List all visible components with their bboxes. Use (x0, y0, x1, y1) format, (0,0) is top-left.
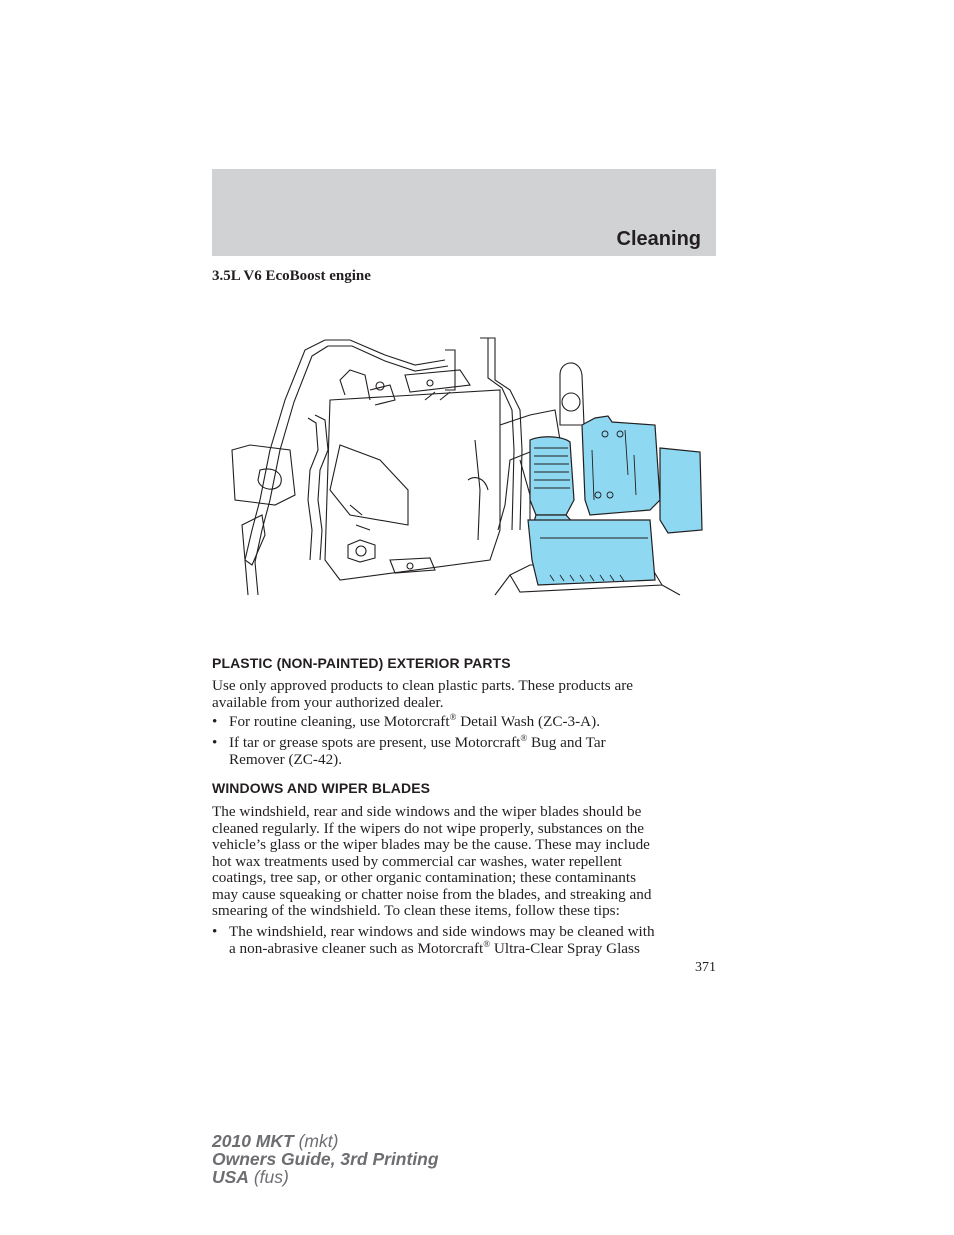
bullet-marker: • (212, 923, 218, 940)
page-number: 371 (695, 960, 716, 975)
engine-diagram (230, 330, 705, 600)
footer (212, 1132, 439, 1186)
list-item (212, 714, 716, 731)
bullet-text: Bug and Tar (527, 734, 606, 751)
bullet-text: The windshield, rear windows and side windows may be cleaned with (229, 923, 655, 940)
footer-guide: Owners Guide, 3rd Printing (212, 1149, 439, 1169)
text-line: may cause squeaking or chatter noise from the blades, and streaking and (212, 885, 652, 903)
registered-mark: ® (483, 938, 491, 949)
text-line: The windshield, rear and side windows and the wiper blades should be (212, 803, 642, 820)
list-item (212, 924, 716, 957)
text-line: available from your authorized dealer. (212, 693, 444, 711)
footer-market-code: (fus) (248, 1167, 289, 1187)
bullet-marker: • (212, 713, 218, 730)
footer-model-code: (mkt) (293, 1131, 339, 1151)
bullet-text: a non-abrasive cleaner such as Motorcraft (229, 939, 484, 957)
text-line: coatings, tree sap, or other organic contamination; these contaminants (212, 869, 636, 886)
windows-wipers-heading: WINDOWS AND WIPER BLADES (212, 780, 431, 796)
plastic-parts-heading: PLASTIC (NON-PAINTED) EXTERIOR PARTS (212, 655, 511, 671)
bullet-text: Ultra-Clear Spray Glass (490, 939, 640, 957)
text-line: smearing of the windshield. To clean these items, follow these tips: (212, 902, 620, 919)
bullet-text: If tar or grease spots are present, use Motorcraft (229, 734, 521, 751)
section-title: Cleaning (616, 228, 701, 250)
bullet-text: For routine cleaning, use Motorcraft (229, 713, 450, 730)
figure-caption: 3.5L V6 EcoBoost engine (212, 268, 371, 284)
bullet-text: Remover (ZC-42). (229, 750, 343, 768)
text-line: cleaned regularly. If the wipers do not wipe properly, substances on the (212, 819, 644, 837)
footer-model: 2010 MKT (212, 1131, 294, 1151)
header-band (212, 169, 716, 256)
plastic-parts-intro (212, 678, 716, 711)
windows-wipers-intro (212, 804, 716, 920)
registered-mark: ® (520, 733, 528, 743)
text-line: vehicle’s glass or the wiper blades may be the cause. These may include (212, 836, 650, 853)
text-line: Use only approved products to clean plastic parts. These products are (212, 677, 634, 694)
list-item (212, 735, 716, 768)
footer-market: USA (212, 1167, 249, 1187)
bullet-marker: • (212, 734, 218, 751)
text-line: hot wax treatments used by commercial car washes, water repellent (212, 852, 622, 870)
registered-mark: ® (449, 712, 457, 722)
bullet-text: Detail Wash (ZC-3-A). (456, 713, 601, 730)
